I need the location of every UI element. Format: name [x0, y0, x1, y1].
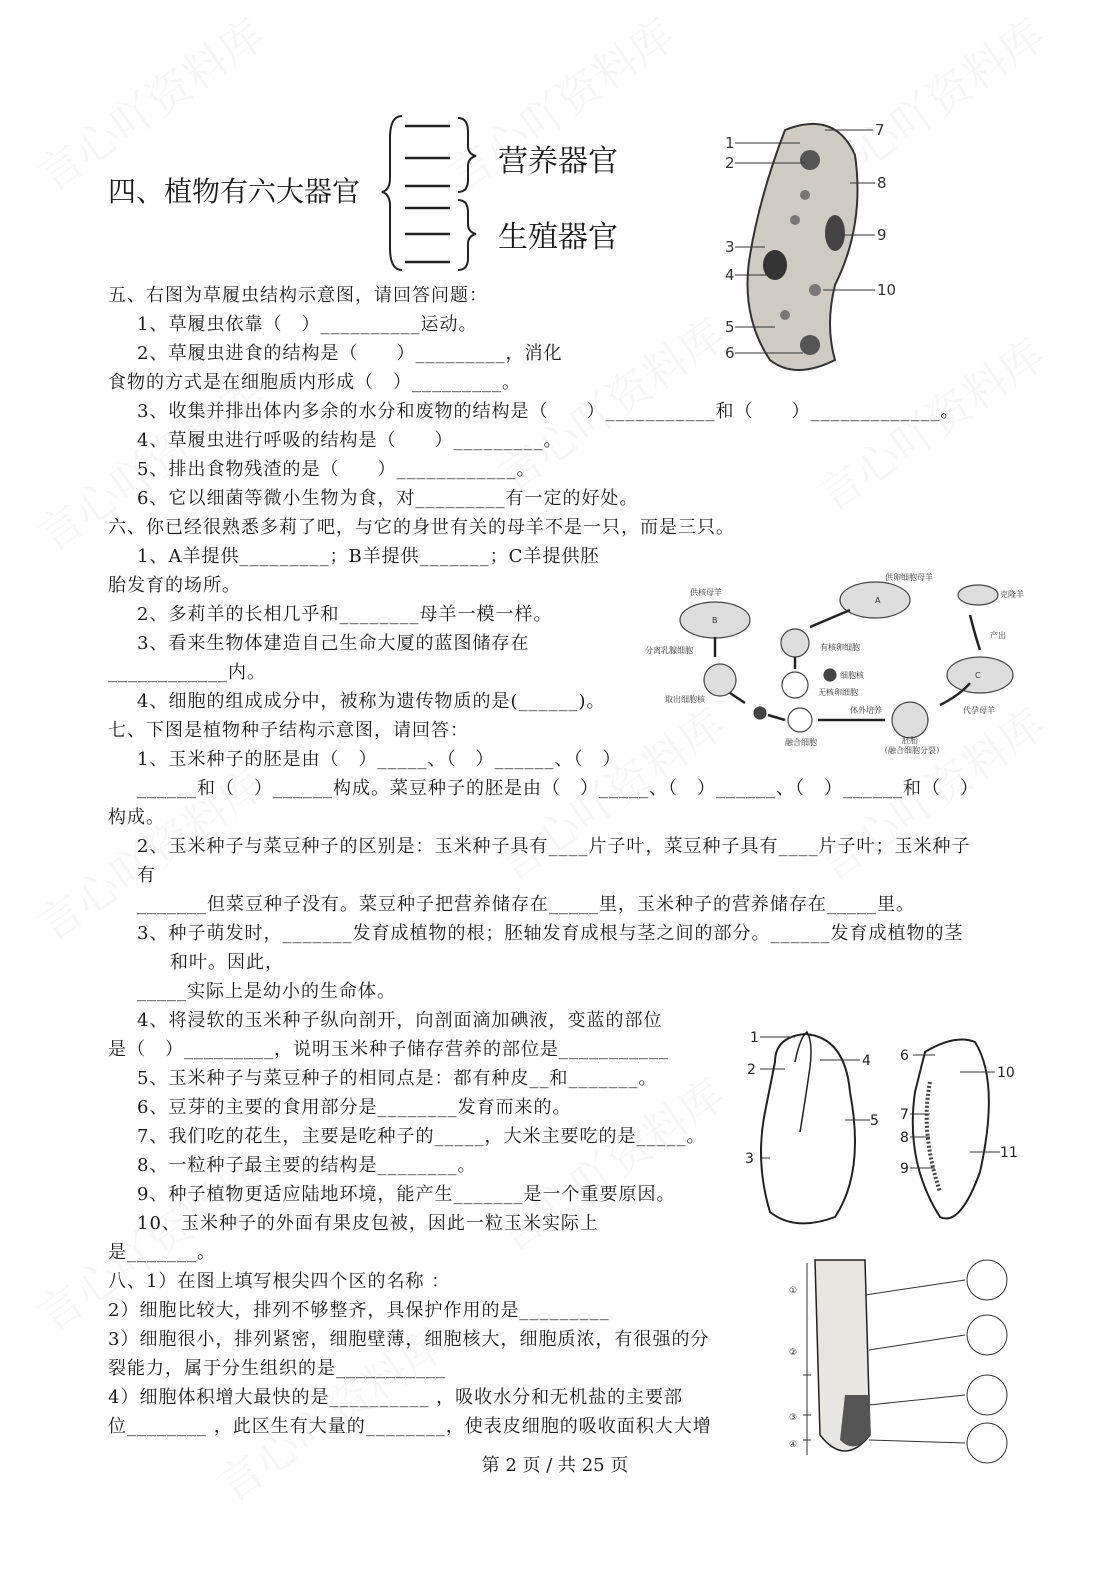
question-line: 7、我们吃的花生，主要是吃种子的_____，大米主要吃的是_____。 [137, 1126, 706, 1147]
diagram-label: B [712, 616, 718, 625]
seed-label: 2 [747, 1062, 756, 1078]
seed-label: 11 [1000, 1145, 1018, 1161]
diagram-label: 克隆羊 [1000, 590, 1024, 599]
paramecium-label: 5 [725, 318, 735, 336]
paramecium-label: 2 [725, 154, 735, 172]
seed-label: 1 [750, 1030, 759, 1046]
dolly-cloning-diagram [640, 565, 1040, 755]
question-line: 4、将浸软的玉米种子纵向剖开，向剖面滴加碘液，变蓝的部位 [137, 1010, 663, 1031]
diagram-label: 取出细胞核 [665, 695, 705, 704]
diagram-label: 细胞核 [840, 671, 864, 680]
diagram-label: 产出 [990, 631, 1006, 640]
root-tip-diagram [785, 1255, 1045, 1470]
diagram-label: 胚胎 [902, 736, 918, 745]
diagram-label: 供卵细胞母羊 [885, 573, 933, 582]
question-line: 有 [137, 865, 156, 886]
question-line: 3、收集并排出体内多余的水分和废物的结构是（ ）___________和（ ）_____________。 [137, 401, 960, 422]
question-line: 4、草履虫进行呼吸的结构是（ ）_________。 [137, 430, 563, 451]
seed-label: 3 [745, 1151, 754, 1167]
question-line: 2、草履虫进食的结构是（ ）_________，消化 [137, 343, 563, 364]
seed-label: 4 [862, 1053, 871, 1069]
question-line: 1、草履虫依靠（ ）__________运动。 [137, 314, 478, 335]
question-line: 胎发育的场所。 [108, 575, 241, 596]
page-number: 第 2 页 / 共 25 页 [481, 1455, 629, 1476]
seed-label: 10 [997, 1065, 1015, 1081]
root-zone-label: ④ [789, 1440, 798, 1450]
question-line: 1、玉米种子的胚是由（ ）_____、（ ）______、（ ） [137, 749, 622, 770]
question-line: 8、一粒种子最主要的结构是________。 [137, 1155, 477, 1176]
question-line: 5、玉米种子与菜豆种子的相同点是：都有种皮__和_______。 [137, 1068, 658, 1089]
diagram-label: C [975, 671, 981, 680]
diagram-label: 体外培养 [850, 706, 882, 715]
paramecium-diagram [715, 115, 915, 375]
reproductive-organs-label: 生殖器官 [498, 220, 618, 255]
seed-label: 8 [900, 1130, 909, 1146]
seed-label: 5 [870, 1113, 879, 1129]
seed-structure-diagram [735, 1022, 1025, 1232]
seed-label: 6 [900, 1048, 909, 1064]
question-line: 六、你已经很熟悉多莉了吧，与它的身世有关的母羊不是一只，而是三只。 [108, 517, 735, 538]
question-line: 4）细胞体积增大最快的是__________ ，吸收水分和无机盐的主要部 [108, 1387, 684, 1408]
section-4-title: 四、植物有六大器官 [108, 175, 361, 208]
question-line: _______但菜豆种子没有。菜豆种子把营养储存在_____里，玉米种子的营养储存在_____里。 [137, 894, 915, 915]
question-line: 构成。 [108, 807, 165, 828]
diagram-label: （融合细胞分裂） [880, 746, 944, 755]
question-line: 2、多莉羊的长相几乎和________母羊一模一样。 [137, 604, 553, 625]
diagram-label: A [875, 596, 881, 605]
question-line: 2、玉米种子与菜豆种子的区别是：玉米种子具有____片子叶，菜豆种子具有____片子叶；玉米种子 [137, 836, 971, 857]
seed-label: 9 [900, 1161, 909, 1177]
question-line: _____实际上是幼小的生命体。 [137, 981, 396, 1002]
paramecium-label: 8 [877, 174, 887, 192]
organ-brace [380, 108, 490, 278]
question-line: 五、右图为草履虫结构示意图，请回答问题： [108, 285, 488, 306]
paramecium-label: 9 [877, 226, 887, 244]
diagram-label: 分离乳腺细胞 [645, 646, 693, 655]
question-line: 七、下图是植物种子结构示意图，请回答： [108, 720, 469, 741]
paramecium-label: 3 [725, 238, 735, 256]
question-line: 和叶。因此， [170, 952, 284, 973]
paramecium-label: 4 [725, 266, 735, 284]
diagram-label: 有核卵细胞 [820, 643, 860, 652]
root-zone-label: ② [789, 1348, 798, 1358]
question-line: 1、A羊提供_________；B羊提供_______；C羊提供胚 [137, 546, 600, 567]
question-line: 3、种子萌发时，_______发育成植物的根；胚轴发育成根与茎之间的部分。______发育成植物的茎 [137, 923, 964, 944]
question-line: 位________ ，此区生有大量的________，使表皮细胞的吸收面积大大增 [108, 1416, 712, 1437]
seed-label: 7 [900, 1107, 909, 1123]
question-line: 5、排出食物残渣的是（ ）____________。 [137, 459, 536, 480]
question-line: 是（ ）_________，说明玉米种子储存营养的部位是___________ [108, 1039, 669, 1060]
question-line: 3）细胞很小，排列紧密，细胞壁薄，细胞核大，细胞质浓，有很强的分 [108, 1329, 710, 1350]
paramecium-label: 7 [875, 121, 885, 139]
question-line: 八、1）在图上填写根尖四个区的名称 ： [108, 1271, 451, 1292]
diagram-label: 无核卵细胞 [818, 688, 858, 697]
question-line: 是_______。 [108, 1242, 216, 1263]
question-line: 9、种子植物更适应陆地环境，能产生_______是一个重要原因。 [137, 1184, 676, 1205]
question-line: 6、豆芽的主要的食用部分是________发育而来的。 [137, 1097, 572, 1118]
paramecium-label: 10 [877, 281, 897, 299]
question-line: ______和（ ）______构成。菜豆种子的胚是由（ ）_____、（ ）______、（ ）______和（ ） [137, 778, 979, 799]
paramecium-label: 6 [725, 344, 735, 362]
root-zone-label: ③ [789, 1413, 798, 1423]
diagram-label: 融合细胞 [785, 738, 817, 747]
question-line: 2）细胞比较大，排列不够整齐，具保护作用的是_________ [108, 1300, 610, 1321]
question-line: ____________内。 [108, 662, 266, 683]
root-zone-label: ① [789, 1286, 798, 1296]
question-line: 10、玉米种子的外面有果皮包被，因此一粒玉米实际上 [137, 1213, 599, 1234]
question-line: 3、看来生物体建造自己生命大厦的蓝图储存在 [137, 633, 530, 654]
question-line: 6、它以细菌等微小生物为食，对_________有一定的好处。 [137, 488, 639, 509]
diagram-label: 供核母羊 [690, 588, 722, 597]
vegetative-organs-label: 营养器官 [498, 144, 618, 179]
question-line: 食物的方式是在细胞质内形成（ ）_________。 [108, 372, 521, 393]
question-line: 4、细胞的组成成分中，被称为遗传物质的是(______)。 [137, 691, 606, 712]
question-line: 裂能力，属于分生组织的是___________ [108, 1358, 446, 1379]
paramecium-label: 1 [725, 134, 735, 152]
diagram-label: 代孕母羊 [963, 706, 995, 715]
